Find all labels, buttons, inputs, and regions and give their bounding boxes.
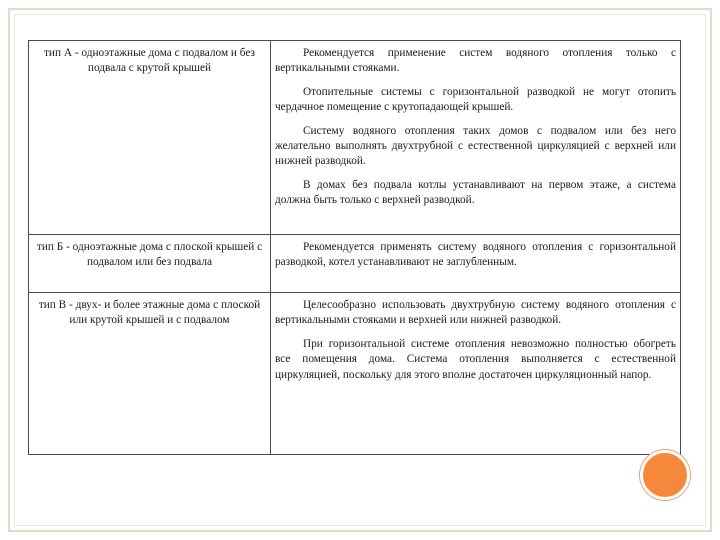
recommendation-paragraph: Целесообразно использовать двухтрубную систему водяного отопления с вертикальными стояками и верхней или нижней разводкой. [275,299,676,327]
recommendation-paragraph: Отопительные системы с горизонтальной разводкой не могут отопить чердачное помещение с крутопадающей крышей. [275,85,676,114]
recommendation-cell [271,41,681,235]
recommendation-paragraph: При горизонтальной системе отопления невозможно полностью обогреть все помещения дома. Система отопления выполняется с естественной циркуляцией, поскольку для этого вполне достаточен циркуляционный напор. [275,337,676,381]
house-type-cell: тип Б - одноэтажные дома с плоской крышей с подвалом или без подвала [29,235,271,293]
recommendation-paragraph: Рекомендуется применять систему водяного отопления с горизонтальной разводкой, котел устанавливают не заглубленным. [275,241,676,269]
heating-systems-table [28,40,681,455]
recommendation-paragraph: В домах без подвала котлы устанавливают на первом этаже, а система должна быть только с верхней разводкой. [275,178,676,207]
table-row [29,41,681,235]
recommendation-cell [271,293,681,455]
house-type-cell: тип А - одноэтажные дома с подвалом и без подвала с крутой крышей [29,41,271,235]
recommendation-paragraph: Рекомендуется применение систем водяного отопления только с вертикальными стояками. [275,47,676,75]
table-row [29,293,681,455]
decorative-orange-circle [640,450,690,500]
house-type-cell: тип В - двух- и более этажные дома с плоской или крутой крышей и с подвалом [29,293,271,455]
table-row [29,235,681,293]
recommendation-cell [271,235,681,293]
recommendation-paragraph: Систему водяного отопления таких домов с подвалом или без него желательно выполнять двухтрубной с естественной циркуляцией с верхней или нижней разводкой. [275,124,676,168]
